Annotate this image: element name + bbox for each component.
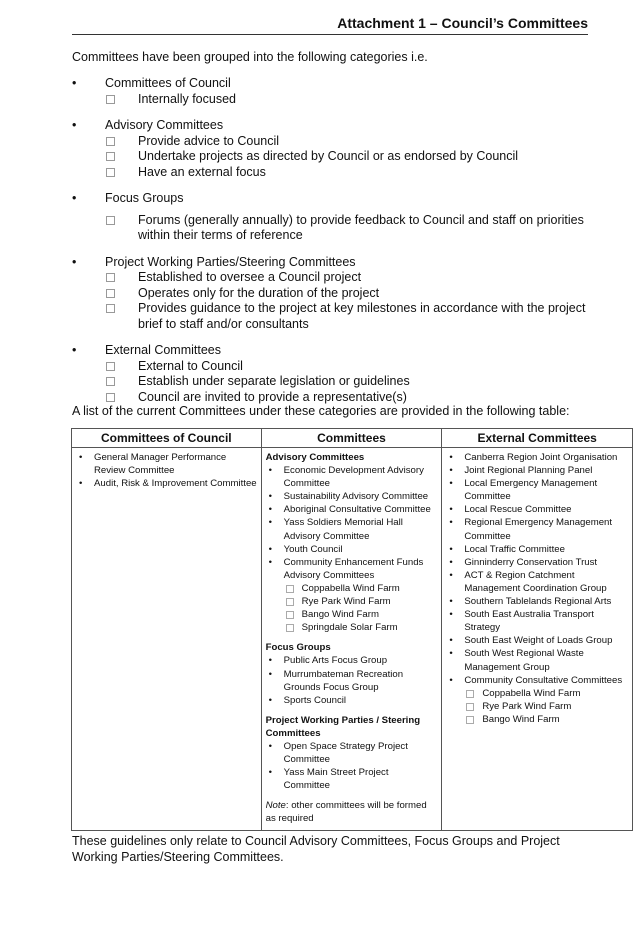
column-header: External Committees: [442, 429, 633, 448]
list-item: • Open Space Strategy Project Committee: [268, 740, 408, 766]
table-intro-text: A list of the current Committees under these categories are provided in the following table:: [72, 404, 570, 418]
section-heading: Advisory Committees: [265, 452, 365, 463]
sub-list-item: Coppabella Wind Farm: [284, 582, 438, 595]
checkbox-square-icon: [286, 624, 294, 632]
list-item: • Ginninderry Conservation Trust: [449, 556, 598, 568]
list-item: • Sustainability Advisory Committee: [268, 491, 429, 503]
list-item: • Southern Tablelands Regional Arts: [449, 596, 612, 608]
section-heading: Focus Groups: [265, 642, 331, 654]
section-heading: Project Working Parties / Steering Committees: [265, 714, 421, 739]
committees-cell: [261, 448, 442, 831]
bullet-icon: •: [72, 343, 77, 357]
sub-list-item: Bango Wind Farm: [284, 608, 438, 621]
checkbox-square-icon: [106, 168, 115, 177]
list-item: • ACT & Region Catchment Management Coordination Group: [449, 569, 607, 594]
checkbox-square-icon: [466, 703, 474, 711]
committees-of-council-cell: [72, 448, 262, 831]
category-title: Focus Groups: [105, 191, 184, 205]
category-item: Council are invited to provide a representative(s): [72, 390, 592, 406]
checkbox-square-icon: [106, 216, 115, 225]
list-item: • Yass Main Street Project Committee: [268, 767, 389, 792]
bullet-icon: •: [72, 118, 77, 132]
bullet-icon: •: [72, 254, 77, 269]
checkbox-square-icon: [106, 289, 115, 298]
bullet-icon: •: [72, 191, 77, 205]
sub-list-item: Bango Wind Farm: [464, 713, 628, 726]
category-item: Undertake projects as directed by Council or as endorsed by Council: [72, 149, 592, 165]
category-focus-groups: [72, 191, 592, 244]
list-item: • Joint Regional Planning Panel: [449, 465, 593, 477]
checkbox-square-icon: [286, 598, 294, 606]
category-title: External Committees: [105, 343, 222, 357]
category-item: Operates only for the duration of the project: [72, 286, 592, 302]
list-item: • South East Weight of Loads Group: [449, 635, 613, 647]
list-item: • Sports Council: [268, 694, 347, 706]
list-item: • Public Arts Focus Group: [268, 655, 388, 667]
list-item: • Local Emergency Management Committee: [449, 478, 598, 503]
page-header: [72, 14, 588, 35]
list-item: • Audit, Risk & Improvement Committee: [79, 478, 257, 490]
category-project-working-parties: [72, 255, 592, 333]
checkbox-square-icon: [106, 273, 115, 282]
category-item: Forums (generally annually) to provide feedback to Council and staff on priorities within their terms of reference: [72, 213, 592, 244]
list-item: • Murrumbateman Recreation Grounds Focus Group: [268, 668, 404, 693]
list-item: • General Manager Performance Review Committee: [79, 452, 227, 477]
category-advisory-committees: [72, 118, 592, 180]
list-item: • Yass Soldiers Memorial Hall Advisory Committee: [268, 517, 403, 542]
intro-text: Committees have been grouped into the following categories i.e.: [72, 50, 428, 64]
category-item: Provide advice to Council: [72, 134, 592, 150]
list-item: • South East Australia Transport Strategy: [449, 609, 594, 634]
checkbox-square-icon: [106, 95, 115, 104]
checkbox-square-icon: [106, 362, 115, 371]
list-item: • Aboriginal Consultative Committee: [268, 504, 431, 516]
table-header-row: [72, 429, 633, 448]
list-item: • South West Regional Waste Management Group: [449, 648, 584, 673]
checkbox-square-icon: [106, 137, 115, 146]
list-item: • Regional Emergency Management Committee: [449, 517, 613, 542]
list-item: • Local Traffic Committee: [449, 543, 565, 555]
checkbox-square-icon: [106, 377, 115, 386]
checkbox-square-icon: [106, 393, 115, 402]
list-item: • Canberra Region Joint Organisation: [449, 452, 618, 463]
outro-text: These guidelines only relate to Council Advisory Committees, Focus Groups and Project Working Parties/Steering Committees.: [72, 834, 560, 864]
note-text: Note: other committees will be formed as required: [265, 800, 427, 825]
category-item: Internally focused: [72, 92, 592, 108]
category-committees-of-council: [72, 76, 592, 107]
sub-list-item: Rye Park Wind Farm: [464, 700, 628, 713]
checkbox-square-icon: [106, 152, 115, 161]
column-header: Committees: [261, 429, 442, 448]
page-title: Attachment 1 – Council’s Committees: [337, 15, 588, 31]
category-list: [72, 76, 592, 416]
checkbox-square-icon: [466, 716, 474, 724]
checkbox-square-icon: [106, 304, 115, 313]
category-item: External to Council: [72, 359, 592, 375]
category-title: Advisory Committees: [105, 118, 224, 132]
checkbox-square-icon: [466, 690, 474, 698]
sub-list-item: Rye Park Wind Farm: [284, 595, 438, 608]
bullet-icon: •: [72, 76, 77, 90]
checkbox-square-icon: [286, 611, 294, 619]
list-item: • Community Enhancement Funds Advisory Committees Coppabella Wind Farm Rye Park Wind Farm Bango Wind Farm Springdale Solar Farm: [266, 556, 438, 635]
list-item: • Local Rescue Committee: [449, 504, 572, 516]
category-title: Project Working Parties/Steering Committees: [105, 254, 356, 269]
category-item: Have an external focus: [72, 165, 592, 181]
category-item: Provides guidance to the project at key milestones in accordance with the project brief to staff and/or consultants: [72, 301, 592, 332]
list-item: • Economic Development Advisory Committee: [268, 465, 424, 490]
list-item: • Youth Council: [268, 543, 343, 555]
list-item: • Community Consultative Committees Coppabella Wind Farm Rye Park Wind Farm Bango Wind Farm: [446, 674, 628, 726]
table-row: [72, 448, 633, 831]
sub-list-item: Springdale Solar Farm: [284, 621, 438, 634]
column-header: Committees of Council: [72, 429, 262, 448]
category-item: Established to oversee a Council project: [72, 270, 592, 286]
external-committees-cell: [442, 448, 633, 831]
category-item: Establish under separate legislation or guidelines: [72, 374, 592, 390]
checkbox-square-icon: [286, 585, 294, 593]
category-external-committees: [72, 343, 592, 405]
committees-table: [71, 428, 633, 831]
sub-list-item: Coppabella Wind Farm: [464, 687, 628, 700]
category-title: Committees of Council: [105, 76, 231, 90]
